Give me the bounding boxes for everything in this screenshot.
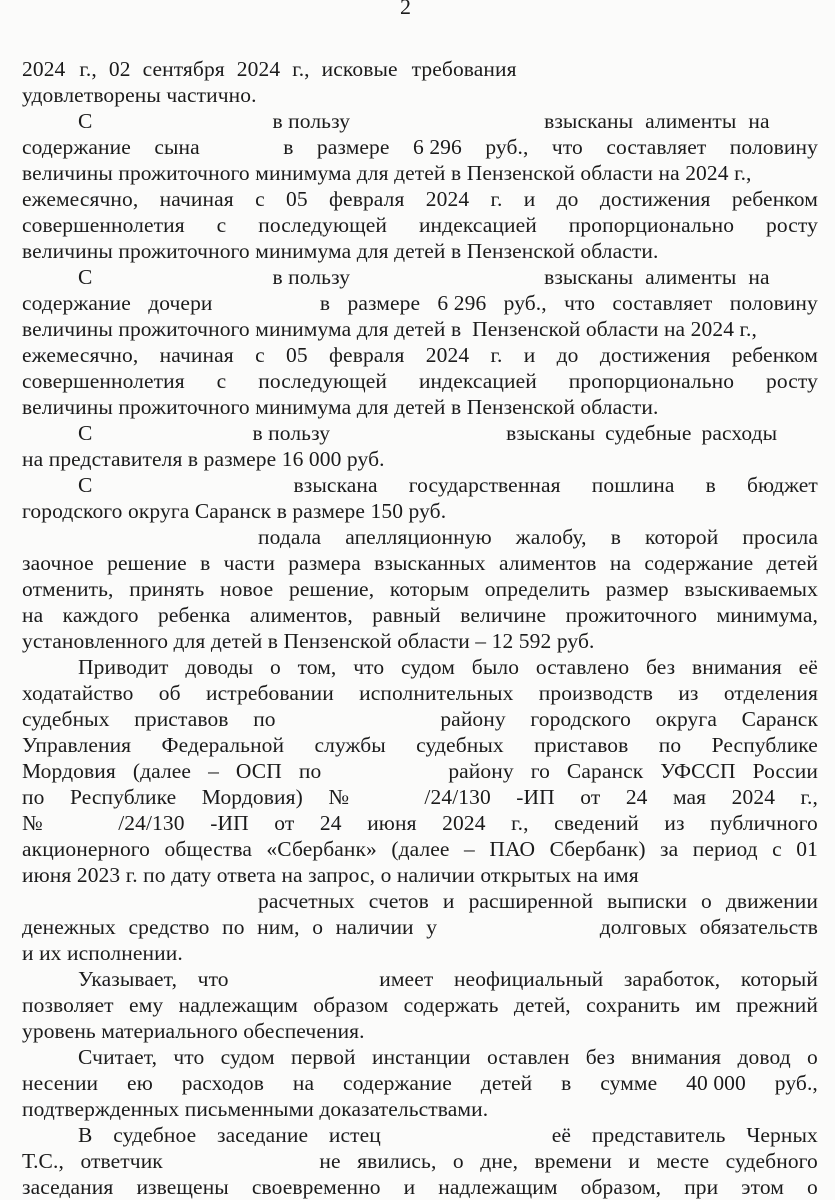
text-line: Т.С., ответчик не явились, о дне, времени и месте судебного [22,1149,818,1173]
text-line: С взыскана государственная пошлина в бюджет [78,473,818,497]
text-line: уровень материального обеспечения. [22,1019,365,1043]
text-line: совершеннолетия с последующей индексацией пропорционально росту [22,369,818,393]
text-line: на каждого ребенка алиментов, равный величине прожиточного минимума, [22,603,818,627]
text-line: подала апелляционную жалобу, в которой просила [258,525,818,549]
text-line: удовлетворены частично. [22,83,257,107]
text-line: С в пользу взысканы алименты на [78,265,770,289]
text-line: Мордовия (далее – ОСП по району го Саранск УФССП России [22,759,818,783]
text-line: заседания извещены своевременно и надлежащим образом, при этом о [22,1175,818,1199]
text-line: установленного для детей в Пензенской области – 12 592 руб. [22,629,595,653]
text-line: содержание дочери в размере 6 296 руб., что составляет половину [22,291,818,315]
text-line: заочное решение в части размера взысканных алиментов на содержание детей [22,551,818,575]
text-line: на представителя в размере 16 000 руб. [22,447,385,471]
text-line: ежемесячно, начиная с 05 февраля 2024 г. и до достижения ребенком [22,343,818,367]
text-line: Управления Федеральной службы судебных приставов по Республике [22,733,818,757]
text-line: судебных приставов по району городского округа Саранск [22,707,818,731]
text-line: несении ею расходов на содержание детей в сумме 40 000 руб., [22,1071,818,1095]
text-line: и их исполнении. [22,941,183,965]
text-line: С в пользу взысканы судебные расходы [78,421,778,445]
text-line: ежемесячно, начиная с 05 февраля 2024 г. и до достижения ребенком [22,187,818,211]
text-line: Приводит доводы о том, что судом было оставлено без внимания её [78,655,818,679]
text-line: городского округа Саранск в размере 150 руб. [22,499,447,523]
text-line: денежных средство по ним, о наличии у долговых обязательств [22,915,818,939]
text-line: В судебное заседание истец её представитель Черных [78,1123,818,1147]
text-line: Указывает, что имеет неофициальный заработок, который [78,967,818,991]
text-line: ходатайство об истребовании исполнительных производств из отделения [22,681,818,705]
text-line: Считает, что судом первой инстанции оставлен без внимания довод о [78,1045,818,1069]
text-line: акционерного общества «Сбербанк» (далее – ПАО Сбербанк) за период с 01 [22,837,818,861]
text-line: величины прожиточного минимума для детей в Пензенской области. [22,239,659,263]
text-line: отменить, принять новое решение, которым определить размер взыскиваемых [22,577,818,601]
text-line: 2024 г., 02 сентября 2024 г., исковые требования [22,57,517,81]
text-line: позволяет ему надлежащим образом содержать детей, сохранить им прежний [22,993,818,1017]
text-line: величины прожиточного минимума для детей в Пензенской области на 2024 г., [22,161,752,185]
text-line: подтвержденных письменными доказательствами. [22,1097,489,1121]
text-line: совершеннолетия с последующей индексацией пропорционально росту [22,213,818,237]
text-line: июня 2023 г. по дату ответа на запрос, о наличии открытых на имя [22,863,639,887]
text-line: величины прожиточного минимума для детей в Пензенской области на 2024 г., [22,317,757,341]
text-line: содержание сына в размере 6 296 руб., что составляет половину [22,135,818,159]
text-line: С в пользу взысканы алименты на [78,109,770,133]
text-line: № /24/130 -ИП от 24 июня 2024 г., сведений из публичного [22,811,818,835]
page-number: 2 [400,0,412,19]
text-line: по Республике Мордовия) № /24/130 -ИП от 24 мая 2024 г., [22,785,818,809]
text-line: расчетных счетов и расширенной выписки о движении [258,889,818,913]
text-line: величины прожиточного минимума для детей в Пензенской области. [22,395,659,419]
